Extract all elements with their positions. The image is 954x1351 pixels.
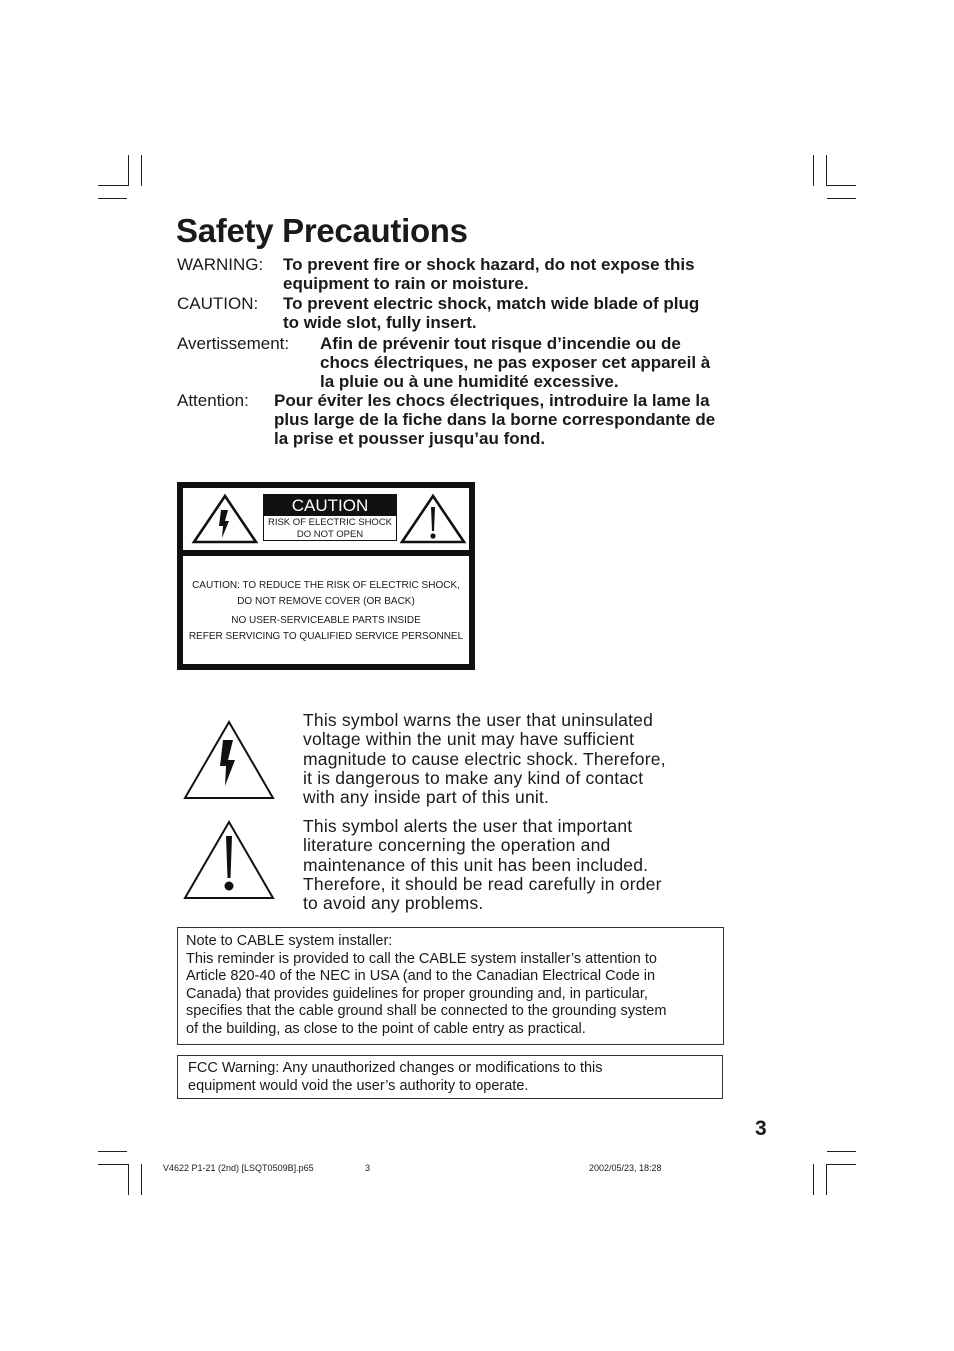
lightning-triangle-icon (182, 719, 276, 801)
fcc-warning (177, 1055, 723, 1099)
description-line: Therefore, it should be read carefully in order (303, 873, 662, 894)
caution-sub-line: DO NOT OPEN (296, 529, 364, 540)
footer-page: 3 (365, 1163, 371, 1173)
attention-text-line: plus large de la fiche dans la borne correspondante de (274, 410, 716, 429)
attention-text-line: Pour éviter les chocs électriques, introduire la lame la (274, 391, 710, 410)
caution-body-line: REFER SERVICING TO QUALIFIED SERVICE PERSONNEL (188, 631, 464, 642)
caution-label-body (183, 556, 469, 664)
fcc-line: equipment would void the user’s authority to operate. (188, 1077, 529, 1094)
caution-body-line: DO NOT REMOVE COVER (OR BACK) (237, 596, 415, 607)
caution-label-box (177, 482, 475, 670)
exclamation-triangle-icon (182, 819, 276, 901)
caution-heading: CAUTION (264, 495, 396, 516)
note-line: specifies that the cable ground shall be connected to the grounding system (186, 1003, 667, 1019)
caution-text-line: To prevent electric shock, match wide blade of plug (283, 294, 700, 313)
caution-body-line: CAUTION: TO REDUCE THE RISK OF ELECTRIC SHOCK, (192, 580, 460, 591)
avertissement-label: Avertissement: (177, 334, 290, 353)
footer-file-name: V4622 P1-21 (2nd) [LSQT0509B].p65 (163, 1163, 314, 1173)
lightning-symbol-description (303, 711, 733, 807)
warning-text-line: equipment to rain or moisture. (283, 274, 529, 293)
note-line: Article 820-40 of the NEC in USA (and to the Canadian Electrical Code in (186, 968, 656, 984)
page-number: 3 (755, 1117, 767, 1140)
avertissement-text-line: la pluie ou à une humidité excessive. (320, 372, 619, 391)
description-line: magnitude to cause electric shock. Therefore, (303, 748, 666, 769)
note-line: Note to CABLE system installer: (186, 933, 393, 949)
caution-sub-line: RISK OF ELECTRIC SHOCK (267, 517, 393, 528)
caution-label-plate (263, 494, 397, 541)
lightning-triangle-icon (191, 493, 259, 545)
footer-timestamp: 2002/05/23, 18:28 (589, 1163, 662, 1173)
attention-label: Attention: (177, 391, 249, 410)
caution-body-line: NO USER-SERVICEABLE PARTS INSIDE (231, 615, 421, 626)
warning-text-line: To prevent fire or shock hazard, do not expose this (283, 255, 695, 274)
exclamation-symbol-description (303, 817, 733, 913)
caution-text-line: to wide slot, fully insert. (283, 313, 477, 332)
attention-text-line: la prise et pousser jusqu’au fond. (274, 429, 546, 448)
exclamation-triangle-icon (399, 493, 467, 545)
page-title: Safety Precautions (176, 212, 468, 249)
description-line: maintenance of this unit has been included. (303, 854, 649, 875)
description-line: literature concerning the operation and (303, 835, 611, 856)
description-line: voltage within the unit may have sufficient (303, 729, 635, 750)
description-line: with any inside part of this unit. (303, 787, 550, 808)
note-line: of the building, as close to the point of cable entry as practical. (186, 1020, 586, 1037)
caution-label: CAUTION: (177, 294, 259, 313)
note-line: Canada) that provides guidelines for proper grounding and, in particular, (186, 985, 648, 1002)
description-line: This symbol alerts the user that important (303, 816, 633, 836)
cable-installer-note (177, 927, 724, 1045)
caution-label-header (183, 488, 469, 550)
description-line: to avoid any problems. (303, 893, 484, 914)
fcc-line: FCC Warning: Any unauthorized changes or modifications to this (188, 1060, 603, 1076)
description-line: it is dangerous to make any kind of contact (303, 767, 644, 788)
description-line: This symbol warns the user that uninsulated (303, 710, 654, 730)
note-line: This reminder is provided to call the CABLE system installer’s attention to (186, 950, 657, 967)
warning-label: WARNING: (177, 255, 264, 274)
avertissement-text-line: Afin de prévenir tout risque d’incendie ou de (320, 334, 681, 353)
avertissement-text-line: chocs électriques, ne pas exposer cet appareil à (320, 353, 711, 372)
